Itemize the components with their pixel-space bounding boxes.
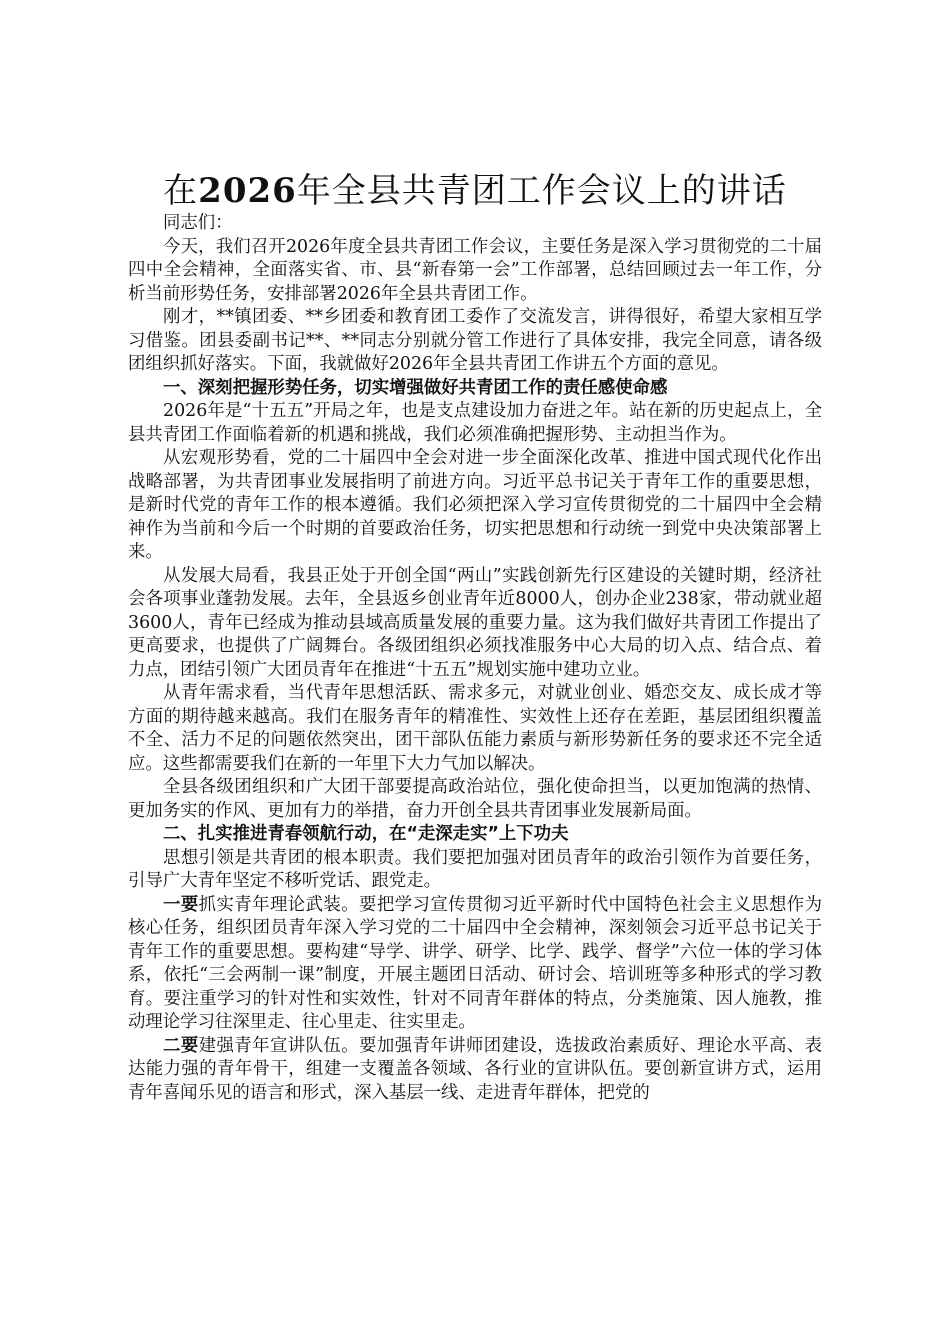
paragraph: 思想引领是共青团的根本职责。我们要把加强对团员青年的政治引领作为首要任务，引导广大青年坚定不移听党话、跟党走。: [128, 847, 822, 891]
title-prefix: 在: [163, 171, 199, 211]
paragraph-lead: 二要: [163, 1035, 199, 1056]
paragraph-body: 建强青年宣讲队伍。要加强青年讲师团建设，选拔政治素质好、理论水平高、表达能力强的青年骨干，组建一支覆盖各领域、各行业的宣讲队伍。要创新宣讲方式，运用青年喜闻乐见的语言和形式，深入基层一线、走进青年群体，把党的: [128, 1035, 822, 1103]
paragraph-body: 抓实青年理论武装。要把学习宣传贯彻习近平新时代中国特色社会主义思想作为核心任务，组织团员青年深入学习党的二十届四中全会精神，深刻领会习近平总书记关于青年工作的重要思想。要构建“导学、讲学、研学、比学、践学、督学”六位一体的学习体系，依托“三会两制一课”制度，开展主题团日活动、研讨会、培训班等多种形式的学习教育。要注重学习的针对性和实效性，针对不同青年群体的特点，分类施策、因人施教，推动理论学习往深里走、往心里走、往实里走。: [128, 894, 822, 1032]
paragraph: 从发展大局看，我县正处于开创全国“两山”实践创新先行区建设的关键时期，经济社会各项事业蓬勃发展。去年，全县返乡创业青年近8000人，创办企业238家，带动就业超3600人，青年已经成为推动县域高质量发展的重要力量。这为我们做好共青团工作提出了更高要求，也提供了广阔舞台。各级团组织必须找准服务中心大局的切入点、结合点、着力点，团结引领广大团员青年在推进“十五五”规划实施中建功立业。: [128, 565, 822, 680]
title-year: 2026: [198, 171, 297, 211]
document-page: [128, 170, 822, 1105]
paragraph: 刚才，**镇团委、**乡团委和教育团工委作了交流发言，讲得很好，希望大家相互学习借鉴。团县委副书记**、**同志分别就分管工作进行了具体安排，我完全同意，请各级团组织抓好落实。下面，我就做好2026年全县共青团工作讲五个方面的意见。: [128, 307, 822, 374]
salutation: 同志们：: [163, 213, 233, 233]
paragraph: 2026年是“十五五”开局之年，也是支点建设加力奋进之年。站在新的历史起点上，全县共青团工作面临着新的机遇和挑战，我们必须准确把握形势、主动担当作为。: [128, 401, 822, 445]
section-heading: 二、扎实推进青春领航行动，在“走深走实”上下功夫: [163, 824, 569, 844]
paragraph: 从宏观形势看，党的二十届四中全会对进一步全面深化改革、推进中国式现代化作出战略部署，为共青团事业发展指明了前进方向。习近平总书记关于青年工作的重要思想，是新时代党的青年工作的根本遵循。我们必须把深入学习宣传贯彻党的二十届四中全会精神作为当前和今后一个时期的首要政治任务，切实把思想和行动统一到党中央决策部署上来。: [128, 448, 822, 562]
paragraph: [128, 1035, 822, 1106]
paragraph: 从青年需求看，当代青年思想活跃、需求多元，对就业创业、婚恋交友、成长成才等方面的期待越来越高。我们在服务青年的精准性、实效性上还存在差距，基层团组织覆盖不全、活力不足的问题依然突出，团干部队伍能力素质与新形势新任务的要求还不完全适应。这些都需要我们在新的一年里下大力气加以解决。: [128, 683, 822, 774]
paragraph: 全县各级团组织和广大团干部要提高政治站位，强化使命担当，以更加饱满的热情、更加务实的作风、更加有力的举措，奋力开创全县共青团事业发展新局面。: [128, 777, 822, 821]
paragraph: 今天，我们召开2026年度全县共青团工作会议，主要任务是深入学习贯彻党的二十届四中全会精神，全面落实省、市、县“新春第一会”工作部署，总结回顾过去一年工作，分析当前形势任务，安排部署2026年全县共青团工作。: [128, 236, 822, 304]
paragraph: [128, 894, 822, 1035]
page-title: [128, 170, 822, 212]
section-heading: 一、深刻把握形势任务，切实增强做好共青团工作的责任感使命感: [163, 377, 668, 398]
paragraph-lead: 一要: [163, 894, 199, 915]
title-suffix: 年全县共青团工作会议上的讲话: [296, 171, 787, 211]
